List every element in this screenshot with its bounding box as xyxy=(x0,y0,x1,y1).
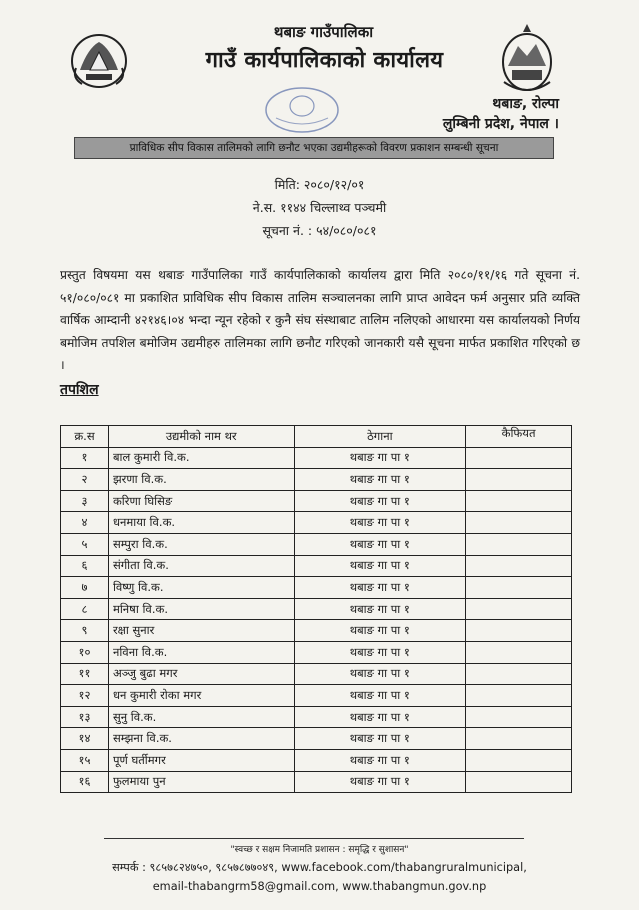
row-sn: ६ xyxy=(61,555,109,577)
row-remark xyxy=(466,577,572,599)
row-name: करिणा घिसिङ xyxy=(108,490,294,512)
row-address: थबाङ गा पा १ xyxy=(294,555,466,577)
header-remark: कैफियत xyxy=(466,426,572,448)
row-address: थबाङ गा पा १ xyxy=(294,685,466,707)
office-seal-stamp xyxy=(262,84,342,136)
table-row xyxy=(61,598,572,620)
row-remark xyxy=(466,533,572,555)
notice-body: प्रस्तुत विषयमा यस थबाङ गाउँपालिका गाउँ कार्यपालिकाको कार्यालय द्वारा मिति २०८०/११/१६ गते सूचना नं. ५१/०८०/०८१ मा प्रकाशित प्राविधिक सीप विकास तालिम सञ्चालनका लागि प्राप्त आवेदन फर्म अनुसार प्रति व्यक्ति वार्षिक आम्दानी ४२१४६।०४ भन्दा न्यून रहेको र कुनै संघ संस्थाबाट तालिम नलिएको आधारमा यस कार्यालयको निर्णय बमोजिम तपशिल बमोजिम उद्यमीहरु तालिमका लागि छनौट गरिएको जानकारी यसै सूचना मार्फत प्रकाशित गरिएको छ । xyxy=(60,268,580,372)
row-address: थबाङ गा पा १ xyxy=(294,749,466,771)
row-sn: १२ xyxy=(61,685,109,707)
row-remark xyxy=(466,469,572,491)
table-header-row xyxy=(61,426,572,448)
row-address: थबाङ गा पा १ xyxy=(294,447,466,469)
table-row xyxy=(61,641,572,663)
row-remark xyxy=(466,555,572,577)
row-name: संगीता वि.क. xyxy=(108,555,294,577)
row-name: बाल कुमारी वि.क. xyxy=(108,447,294,469)
row-remark xyxy=(466,706,572,728)
row-name: सम्झना वि.क. xyxy=(108,728,294,750)
row-sn: ३ xyxy=(61,490,109,512)
table-row xyxy=(61,749,572,771)
row-address: थबाङ गा पा १ xyxy=(294,469,466,491)
table-row xyxy=(61,555,572,577)
header-sn: क्र.स xyxy=(61,426,109,448)
nepal-samvat-date: ने.स. ११४४ चिल्लाथ्व पञ्चमी xyxy=(252,200,387,215)
header-address: ठेगाना xyxy=(294,426,466,448)
row-name: विष्णु वि.क. xyxy=(108,577,294,599)
row-address: थबाङ गा पा १ xyxy=(294,620,466,642)
row-address: थबाङ गा पा १ xyxy=(294,641,466,663)
row-remark xyxy=(466,447,572,469)
table-row xyxy=(61,469,572,491)
address-line-2: लुम्बिनी प्रदेश, नेपाल । xyxy=(442,116,559,132)
notice-date: मिति: २०८०/१२/०१ xyxy=(274,177,365,192)
table-row xyxy=(61,706,572,728)
row-name: धनमाया वि.क. xyxy=(108,512,294,534)
row-address: थबाङ गा पा १ xyxy=(294,512,466,534)
row-address: थबाङ गा पा १ xyxy=(294,728,466,750)
subject-bar: प्राविधिक सीप विकास तालिमको लागि छनौट भएका उद्यमीहरूको विवरण प्रकाशन सम्बन्धी सूचना xyxy=(74,137,554,159)
row-remark xyxy=(466,749,572,771)
row-address: थबाङ गा पा १ xyxy=(294,771,466,793)
row-sn: ११ xyxy=(61,663,109,685)
row-address: थबाङ गा पा १ xyxy=(294,533,466,555)
table-row xyxy=(61,447,572,469)
footer-contact: सम्पर्क : ९८५७८२४७५०, ९८५७८७७०४९, www.facebook.com/thabangruralmunicipal, xyxy=(112,861,527,874)
row-sn: ७ xyxy=(61,577,109,599)
table-row xyxy=(61,512,572,534)
row-name: रक्षा सुनार xyxy=(108,620,294,642)
table-row xyxy=(61,685,572,707)
row-sn: १ xyxy=(61,447,109,469)
row-name: पूर्ण घर्तीमगर xyxy=(108,749,294,771)
footer-divider xyxy=(104,838,524,839)
row-sn: ४ xyxy=(61,512,109,534)
table-row xyxy=(61,728,572,750)
row-remark xyxy=(466,490,572,512)
table-row xyxy=(61,663,572,685)
table-row xyxy=(61,771,572,793)
address-line-1: थबाङ, रोल्पा xyxy=(492,96,559,112)
section-title: तपशिल xyxy=(60,382,99,398)
notice-number: सूचना नं. : ५४/०८०/०८१ xyxy=(262,223,377,238)
row-name: नविना वि.क. xyxy=(108,641,294,663)
row-sn: ८ xyxy=(61,598,109,620)
row-remark xyxy=(466,641,572,663)
row-remark xyxy=(466,685,572,707)
footer-email-web: email-thabangrm58@gmail.com, www.thabangmun.gov.np xyxy=(152,880,487,893)
row-remark xyxy=(466,771,572,793)
table-row xyxy=(61,490,572,512)
row-name: धन कुमारी रोका मगर xyxy=(108,685,294,707)
office-name: गाउँ कार्यपालिकाको कार्यालय xyxy=(205,48,444,73)
row-address: थबाङ गा पा १ xyxy=(294,490,466,512)
row-name: अञ्जु बुढा मगर xyxy=(108,663,294,685)
selected-entrepreneurs-table xyxy=(60,425,572,793)
row-sn: १४ xyxy=(61,728,109,750)
table-row xyxy=(61,620,572,642)
row-remark xyxy=(466,663,572,685)
row-name: फुलमाया पुन xyxy=(108,771,294,793)
header-name: उद्यमीको नाम थर xyxy=(108,426,294,448)
municipality-logo-icon xyxy=(498,22,556,96)
table-row xyxy=(61,533,572,555)
row-remark xyxy=(466,620,572,642)
row-address: थबाङ गा पा १ xyxy=(294,706,466,728)
row-name: सुनु वि.क. xyxy=(108,706,294,728)
municipality-name: थबाङ गाउँपालिका xyxy=(273,23,374,41)
row-address: थबाङ गा पा १ xyxy=(294,577,466,599)
row-name: मनिषा वि.क. xyxy=(108,598,294,620)
row-address: थबाङ गा पा १ xyxy=(294,598,466,620)
row-sn: १६ xyxy=(61,771,109,793)
row-sn: १० xyxy=(61,641,109,663)
row-remark xyxy=(466,728,572,750)
row-address: थबाङ गा पा १ xyxy=(294,663,466,685)
row-remark xyxy=(466,598,572,620)
row-remark xyxy=(466,512,572,534)
row-name: सम्पुरा वि.क. xyxy=(108,533,294,555)
table-row xyxy=(61,577,572,599)
row-sn: २ xyxy=(61,469,109,491)
row-sn: १५ xyxy=(61,749,109,771)
row-sn: ५ xyxy=(61,533,109,555)
row-sn: १३ xyxy=(61,706,109,728)
row-sn: ९ xyxy=(61,620,109,642)
row-name: झरणा वि.क. xyxy=(108,469,294,491)
footer-slogan: "स्वच्छ र सक्षम निजामति प्रशासन : समृद्धि र सुशासन" xyxy=(230,845,409,855)
